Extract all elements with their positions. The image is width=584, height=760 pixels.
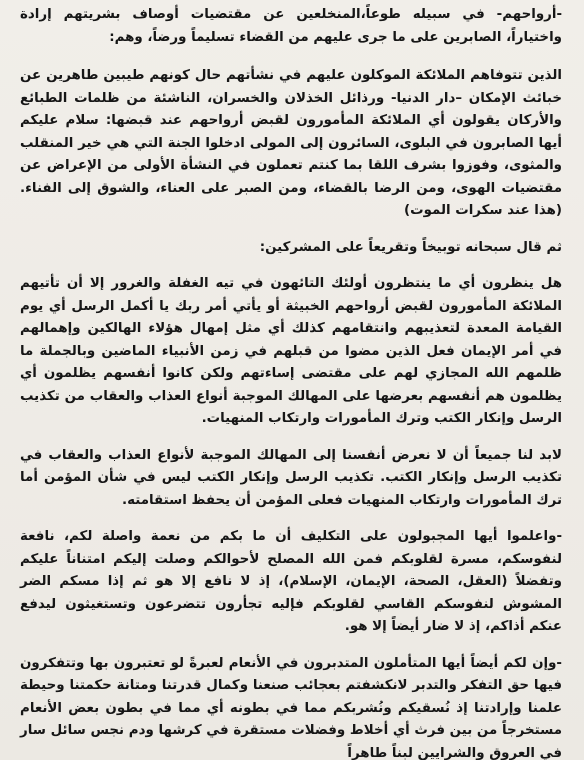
paragraph-4: هل ينظرون أي ما ينتظرون أولئك التائهون في تيه الغفلة والغرور إلا أن تأتيهم الملائكة المأمورون لقبض أرواحهم الخبيثة أو يأتي أمر ربك يا أكمل الرسل أي يوم القيامة المعدة لتعذيبهم وانتقامهم كذلك أي مثل إمهال هؤلاء الهالكين وإهمالهم في أمر الإيمان فعل الذين مضوا من قبلهم في زمن الأنبياء الماضين وبالجملة ما ظلمهم الله المجازي لهم على مقتضى إساءتهم ولكن كانوا أنفسهم يظلمون أي يظلمون هم أنفسهم بعرضها على المهالك الموجبة أنواع العذاب والعقاب من تكذيب الرسل وإنكار الكتب وترك المأمورات وارتكاب المنهيات.: [20, 276, 562, 426]
paragraph-5: لابد لنا جميعاً أن لا نعرض أنفسنا إلى المهالك الموجبة لأنواع العذاب والعقاب في تكذيب الرسل وإنكار الكتب. تكذيب الرسل وإنكار الكتب ليس في شأن المؤمن أما ترك المأمورات وارتكاب المنهيات فعلى المؤمن أن يحفظ استقامته.: [20, 447, 562, 508]
paragraph-1: -أرواحهم- في سبيله طوعاً،المنخلعين عن مقتضيات أوصاف بشريتهم إرادة واختياراً، الصابرين على ما جرى عليهم من القضاء تسليماً ورضاً، وهم:: [20, 7, 562, 45]
paragraph-3: ثم قال سبحانه توبيخاً وتقريعاً على المشركين:: [259, 239, 562, 255]
paragraph-6: -واعلموا أيها المجبولون على التكليف أن ما بكم من نعمة واصلة لكم، نافعة لنفوسكم، مسرة لقلوبكم فمن الله المصلح لأحوالكم وصلت إليكم امتناناً عليكم وتفضلاً (العقل، الصحة، الإيمان، الإسلام)، إذ لا نافع إلا هو ثم إذا مسكم الضر المشوش لنفوسكم القاسي لقلوبكم فإليه تجأرون تتضرعون وتستغيثون ليدفع عنكم أذاكم، إذ لا ضار أيضاً إلا هو.: [20, 529, 562, 634]
paragraph-2: الذين تتوفاهم الملائكة الموكلون عليهم في نشأتهم حال كونهم طيبين طاهرين عن خبائث الإمكان –دار الدنيا- ورذائل الخذلان والخسران، الناشئة من ظلمات الطبائع والأركان يقولون أي الملائكة المأمورون لقبض أرواحهم عند قبضها: سلام عليكم أيها الصابرون في البلوى، السائرون إلى المولى ادخلوا الجنة التي هي خير المنقلب والمثوى، وفوزوا بشرف اللقا بما كنتم تعملون في النشأة الأولى من الإعراض عن مقتضيات الهوى، ومن الرضا بالقضاء، ومن الصبر على العناء، والشوق إلى الفناء. (هذا عند سكرات الموت): [20, 68, 562, 218]
paragraph-7: -وإن لكم أيضاً أيها المتأملون المتدبرون في الأنعام لعبرةً لو تعتبرون بها وتتفكرون فيها حق التفكر والتدبر لانكشفتم بعجائب صنعنا وكمال قدرتنا ومتانة حكمتنا وحيطة علمنا وإرادتنا إذ نُسقيكم ونُشربكم مما في بطونه أي مما في بطون بعض الأنعام مستخرجاً من بين فرث أي أخلاط وفضلات مستقرة في كرشها ودم نجس سائل سار في العروق والشرايين لبناً طاهراً: [20, 655, 562, 760]
